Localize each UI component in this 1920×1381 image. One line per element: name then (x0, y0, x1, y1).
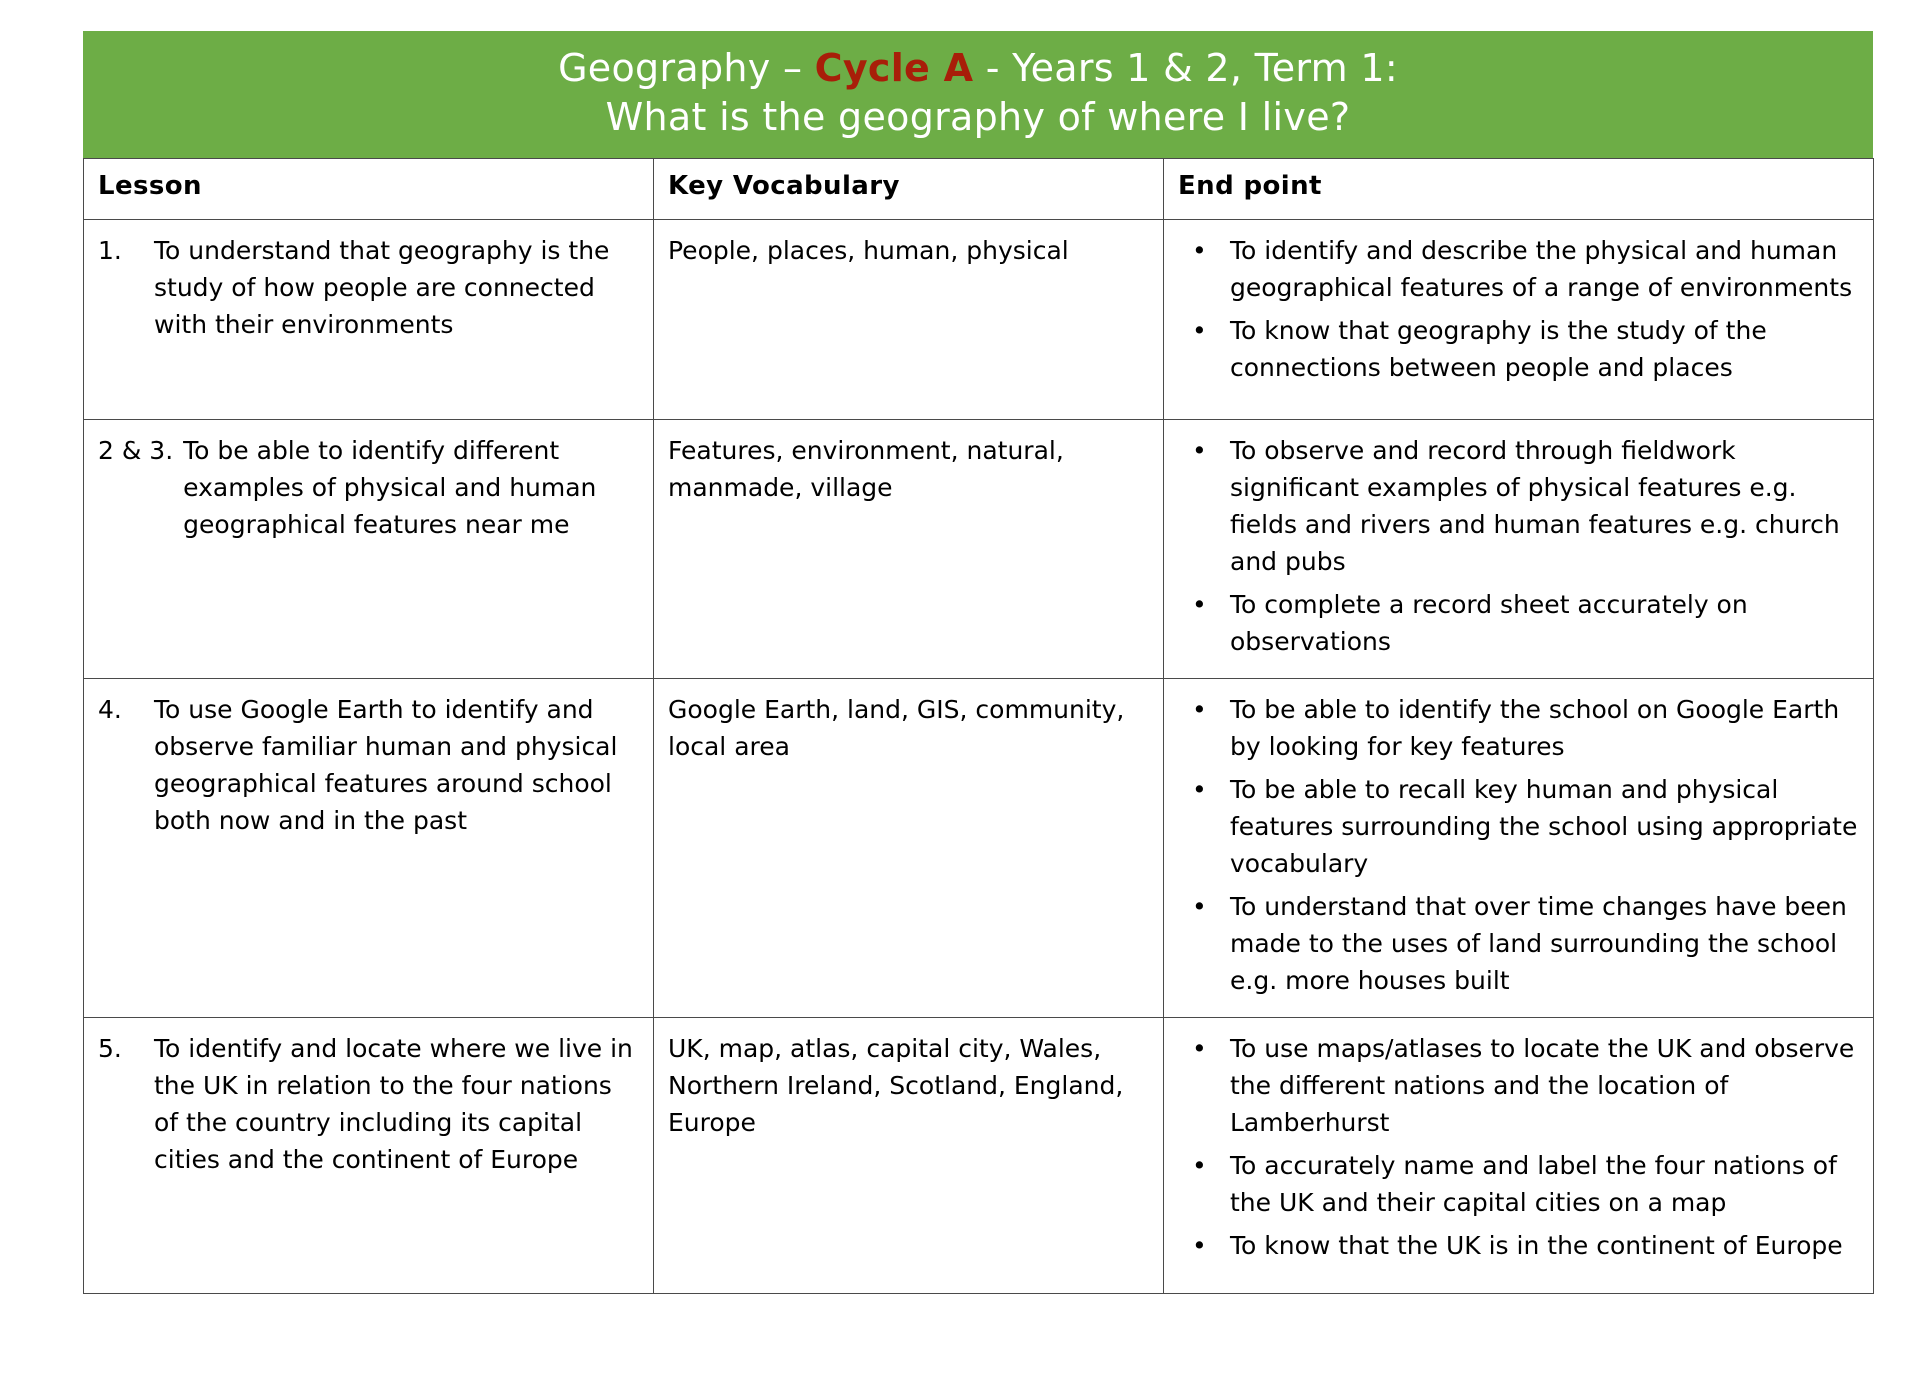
endpoint-bullet-item (1178, 771, 1859, 882)
curriculum-table (83, 158, 1874, 1294)
lesson-objective-text: To be able to identify different examples of physical and human geographical features near me (183, 436, 597, 540)
bullet-icon: • (1192, 436, 1207, 466)
lesson-number: 4. (98, 695, 122, 725)
lesson-objective-text: To understand that geography is the study of how people are connected with their environments (154, 236, 610, 340)
lesson-number: 2 & 3. (98, 436, 174, 466)
endpoint-text: To know that the UK is in the continent of Europe (1230, 1231, 1843, 1261)
vocabulary-cell (654, 1018, 1164, 1294)
lesson-number: 5. (98, 1034, 122, 1064)
endpoint-cell (1164, 420, 1874, 679)
title-banner (83, 31, 1873, 158)
endpoint-cell (1164, 220, 1874, 420)
endpoint-bullet-item (1178, 586, 1859, 660)
endpoint-text: To be able to identify the school on Google Earth by looking for key features (1230, 695, 1840, 762)
endpoint-bullet-item (1178, 232, 1859, 306)
vocabulary-text: Features, environment, natural, manmade, village (668, 436, 1064, 503)
table-header-row (84, 159, 1874, 220)
lesson-cell (84, 1018, 654, 1294)
lesson-entry (98, 232, 639, 343)
endpoint-bullet-item (1178, 1030, 1859, 1141)
banner-year-term-text: - Years 1 & 2, Term 1: (973, 46, 1398, 90)
lesson-objective-text: To use Google Earth to identify and observe familiar human and physical geographical features around school both now and in the past (154, 695, 618, 836)
endpoint-bullet-item (1178, 888, 1859, 999)
vocabulary-cell (654, 220, 1164, 420)
lesson-cell (84, 420, 654, 679)
lesson-cell (84, 220, 654, 420)
endpoint-bullet-item (1178, 312, 1859, 386)
endpoint-bullet-item (1178, 432, 1859, 580)
banner-title-line-2: What is the geography of where I live? (605, 94, 1351, 139)
table-row (84, 420, 1874, 679)
endpoint-text: To accurately name and label the four nations of the UK and their capital cities on a map (1230, 1151, 1837, 1218)
curriculum-plan-document (83, 31, 1873, 1294)
lesson-entry (98, 1030, 639, 1178)
vocabulary-text: People, places, human, physical (668, 236, 1069, 266)
table-row (84, 220, 1874, 420)
lesson-entry (98, 432, 639, 543)
bullet-icon: • (1192, 316, 1207, 346)
endpoint-text: To identify and describe the physical and human geographical features of a range of environments (1230, 236, 1853, 303)
table-row (84, 1018, 1874, 1294)
banner-subject-text: Geography – (558, 46, 815, 90)
bullet-icon: • (1192, 1231, 1207, 1261)
bullet-icon: • (1192, 892, 1207, 922)
column-header-end-point: End point (1164, 159, 1874, 220)
bullet-icon: • (1192, 695, 1207, 725)
vocabulary-text: UK, map, atlas, capital city, Wales, Northern Ireland, Scotland, England, Europe (668, 1034, 1124, 1138)
bullet-icon: • (1192, 236, 1207, 266)
endpoint-cell (1164, 679, 1874, 1018)
endpoint-text: To be able to recall key human and physical features surrounding the school using appropriate vocabulary (1230, 775, 1858, 879)
banner-title-line-1 (104, 44, 1852, 93)
endpoint-text: To complete a record sheet accurately on observations (1230, 590, 1748, 657)
vocabulary-cell (654, 679, 1164, 1018)
lesson-number: 1. (98, 236, 122, 266)
column-header-key-vocabulary: Key Vocabulary (654, 159, 1164, 220)
endpoint-text: To observe and record through fieldwork significant examples of physical features e.g. fields and rivers and human features e.g. church and pubs (1230, 436, 1840, 577)
bullet-icon: • (1192, 1151, 1207, 1181)
bullet-icon: • (1192, 1034, 1207, 1064)
lesson-entry (98, 691, 639, 839)
banner-cycle-label: Cycle A (814, 46, 974, 90)
endpoint-cell (1164, 1018, 1874, 1294)
endpoint-bullet-item (1178, 691, 1859, 765)
endpoint-text: To know that geography is the study of the connections between people and places (1230, 316, 1767, 383)
lesson-objective-text: To identify and locate where we live in the UK in relation to the four nations of the country including its capital cities and the continent of Europe (154, 1034, 633, 1175)
endpoint-bullet-item (1178, 1227, 1859, 1264)
endpoint-bullet-item (1178, 1147, 1859, 1221)
bullet-icon: • (1192, 775, 1207, 805)
endpoint-text: To use maps/atlases to locate the UK and observe the different nations and the location of Lamberhurst (1230, 1034, 1855, 1138)
column-header-lesson: Lesson (84, 159, 654, 220)
lesson-cell (84, 679, 654, 1018)
vocabulary-cell (654, 420, 1164, 679)
endpoint-text: To understand that over time changes have been made to the uses of land surrounding the school e.g. more houses built (1230, 892, 1847, 996)
vocabulary-text: Google Earth, land, GIS, community, local area (668, 695, 1125, 762)
table-row (84, 679, 1874, 1018)
bullet-icon: • (1192, 590, 1207, 620)
